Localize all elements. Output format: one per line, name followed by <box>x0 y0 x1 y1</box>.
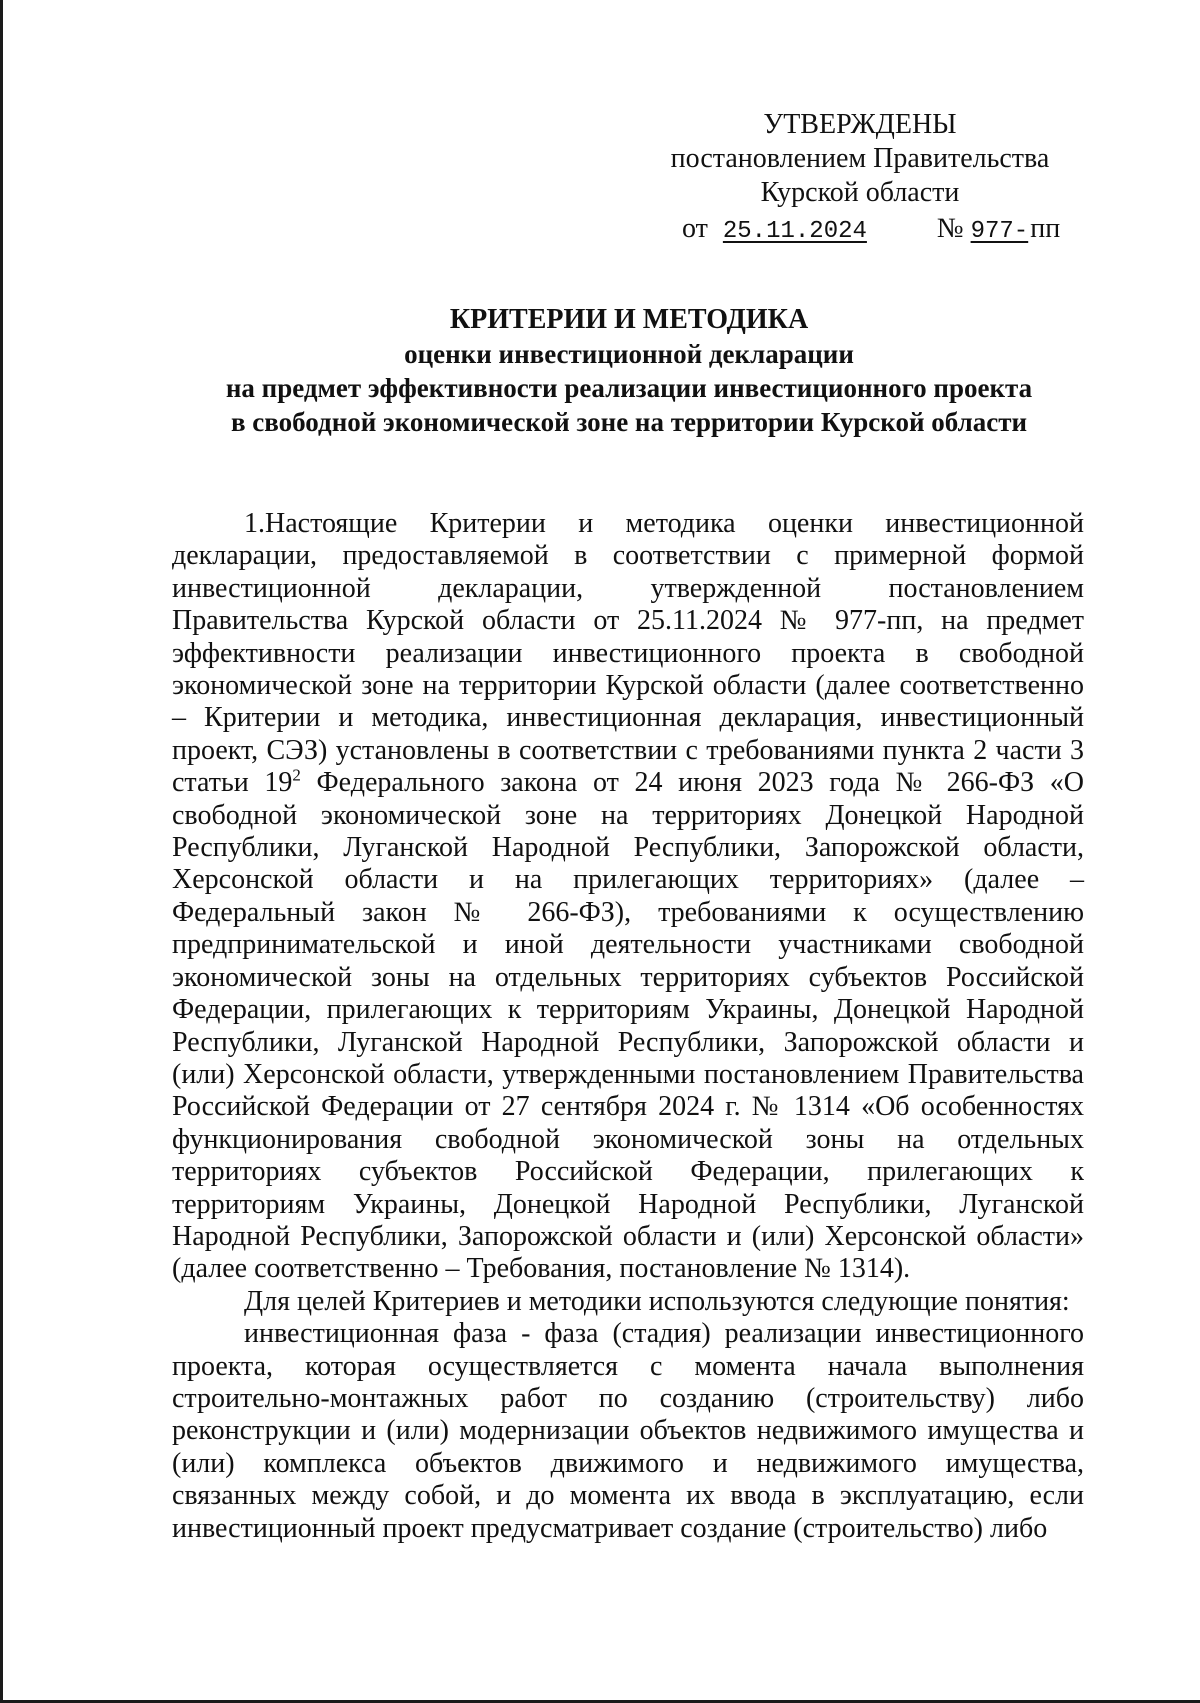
title-line-2: оценки инвестиционной декларации <box>404 339 854 369</box>
title-line-3: на предмет эффективности реализации инвестиционного проекта <box>225 373 1033 403</box>
document-body <box>172 508 1084 1545</box>
number-sign: № <box>936 213 964 244</box>
paragraph-3: инвестиционная фаза - фаза (стадия) реализации инвестиционного проекта, которая осуществляется с момента начала выполнения строительно-монтажных работ по созданию (строительству) либо реконструкции и (или) модернизации объектов недвижимого имущества и (или) комплекса объектов движимого и недвижимого имущества, связанных между собой, и до момента их ввода в эксплуатацию, если инвестиционный проект предусматривает создание (строительство) либо <box>172 1318 1084 1544</box>
approval-date: 25.11.2024 <box>722 218 867 245</box>
approval-region: Курской области <box>760 177 960 208</box>
approval-date-line <box>640 212 1080 249</box>
document-title <box>172 303 1086 439</box>
paragraph-1-text-b: Федерального закона от 24 июня 2023 года № 266-ФЗ «О свободной экономической зоне на территориях Донецкой Народной Республики, Луганской Народной Республики, Запорожской области, Херсонской области и на прилегающих территориях» (далее – Федеральный закон № 266-ФЗ), требованиями к осуществлению предпринимательской и иной деятельности участниками свободной экономической зоны на отдельных территориях субъектов Российской Федерации, прилегающих к территориям Украины, Донецкой Народной Республики, Луганской Народной Республики, Запорожской области и (или) Херсонской области, утвержденными постановлением Правительства Российской Федерации от 27 сентября 2024 г. № 1314 «Об особенностях функционирования свободной экономической зоны на отдельных территориях субъектов Российской Федерации, прилегающих к территориям Украины, Донецкой Народной Республики, Луганской Народной Республики, Запорожской области и (или) Херсонской области» (далее соответственно – Требования, постановление № 1314). <box>172 767 1084 1285</box>
paragraph-1 <box>172 508 1084 1286</box>
approval-block <box>640 108 1080 249</box>
approval-authority: постановлением Правительства <box>670 143 1050 174</box>
approval-heading: УТВЕРЖДЕНЫ <box>763 109 957 140</box>
paragraph-1-text-a: 1.Настоящие Критерии и методика оценки инвестиционной декларации, предоставляемой в соответствии с примерной формой инвестиционной декларации, утвержденной постановлением Правительства Курской области от 25.11.2024 № 977-пп, на предмет эффективности реализации инвестиционного проекта в свободной экономической зоне на территории Курской области (далее соответственно – Критерии и методика, инвестиционная декларация, инвестиционный проект, СЭЗ) установлены в соответствии с требованиями пункта 2 части 3 статьи 19 <box>172 508 1084 799</box>
title-line-4: в свободной экономической зоне на территории Курской области <box>230 407 1028 437</box>
paragraph-2: Для целей Критериев и методики используются следующие понятия: <box>244 1285 1070 1317</box>
article-superscript: 2 <box>292 765 301 785</box>
title-line-1: КРИТЕРИИ И МЕТОДИКА <box>449 304 809 335</box>
scan-edge-left <box>0 0 3 1703</box>
date-prefix: от <box>682 213 708 244</box>
approval-number-suffix: пп <box>1030 213 1061 244</box>
approval-number: 977- <box>970 218 1029 245</box>
